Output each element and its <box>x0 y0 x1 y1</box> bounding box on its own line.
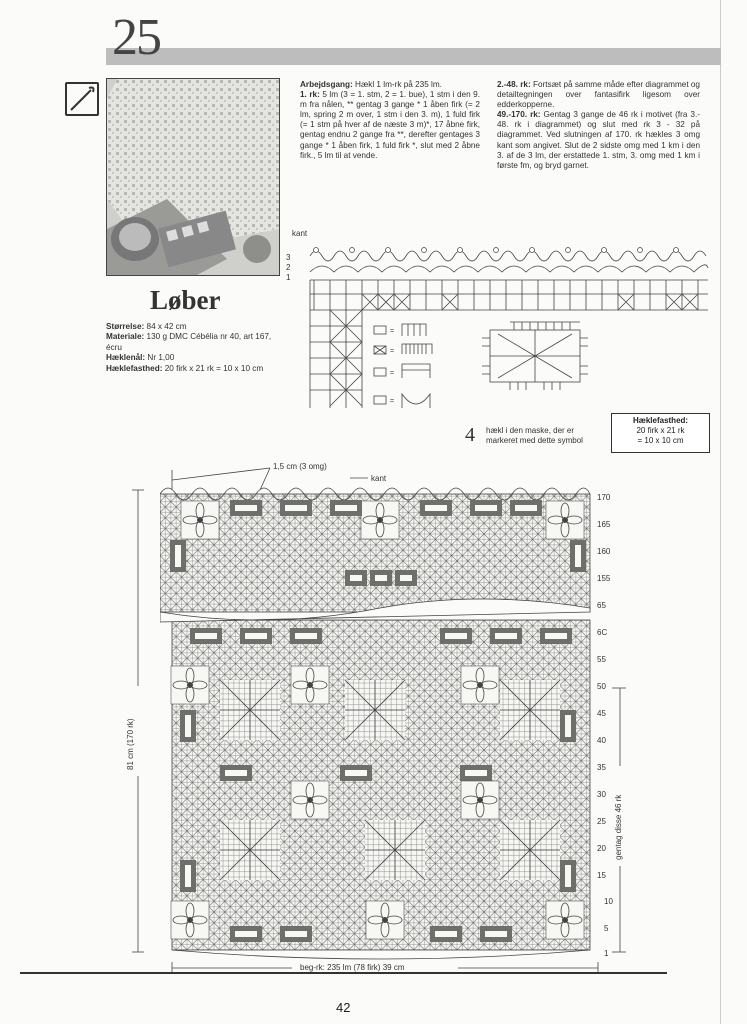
rows49-170-heading: 49.-170. rk: <box>497 110 541 120</box>
svg-text:=: = <box>390 398 395 405</box>
detail-row-1: 1 <box>286 273 291 282</box>
base-label: beg-rk: 235 lm (78 firk) 39 cm <box>300 963 405 972</box>
workflow-intro: Hækl 1 lm-rk på 235 lm. <box>352 80 442 89</box>
specs-block <box>106 322 284 374</box>
main-chart <box>160 480 600 970</box>
lace-photo <box>106 78 280 276</box>
row-label: 1 <box>604 949 609 958</box>
chart-kant-label: kant <box>371 474 387 483</box>
row1-heading: 1. rk: <box>300 90 320 100</box>
rows2-48-text: Fortsæt på samme måde efter diagrammet og detailtegningen over fantasifirk ligesom over edderkopperne. <box>497 80 700 110</box>
row-label: 40 <box>597 736 606 745</box>
row-label: 45 <box>597 709 606 718</box>
row-label: 160 <box>597 547 611 556</box>
row-label: 30 <box>597 790 606 799</box>
bottom-rule <box>20 972 667 974</box>
size-label: Størrelse: <box>106 322 145 331</box>
row-label: 165 <box>597 520 611 529</box>
detail-row-2: 2 <box>286 263 291 272</box>
row-label: 55 <box>597 655 606 664</box>
page-edge <box>720 0 721 1024</box>
height-label: 81 cm (170 rk) <box>126 718 135 770</box>
detail-diagram <box>290 238 710 416</box>
pattern-number: 25 <box>112 9 160 66</box>
rows49-170-text: Gentag 3 gange de 46 rk i motivet (fra 3.- 48. rk i diagrammet) og slut med rk 3 - 32 på diagrammet. Ved slutningen af 170. rk hækles 3 omg kant som angivet. Slut de 2 sidste omg med 1 km i den 3. af de 3 lm, der erstattede 1. stm, 3. omg med 1 km i første fm, og bryd garnet. <box>497 110 700 170</box>
page-number: 42 <box>336 1000 351 1015</box>
row-label: 5 <box>604 924 609 933</box>
row-label: 25 <box>597 817 606 826</box>
size-value: 84 x 42 cm <box>144 322 187 331</box>
stitch-symbol-icon: 4 <box>465 424 475 446</box>
svg-text:=: = <box>390 348 395 355</box>
svg-text:=: = <box>390 328 395 335</box>
row-label: 10 <box>604 897 613 906</box>
gauge-box-title: Hæklefasthed: <box>632 416 689 425</box>
material-label: Materiale: <box>106 332 145 342</box>
hook-label: Hæklenål: <box>106 353 146 363</box>
row-label: 155 <box>597 574 611 583</box>
material-value: 130 g DMC Cébélia nr 40, art 167, écru <box>106 332 272 352</box>
instructions-col2 <box>497 80 700 171</box>
row1-text: 5 lm (3 = 1. stm, 2 = 1. bue), 1 stm i den 9. m fra nålen, ** gentag 3 gange * 1 åben firk (= 2 lm, spring 2 m over, 1 stm i den 3. m), 1 fuld firk (= 1 stm på hver af de næste 3 m)*, 17 åbne firk, gentag endnu 2 gange fra **, derefter gentages 3 gange * 1 åben firk, 1 fuld firk *, slut med 2 åbne firk., 5 lm til at vende. <box>300 90 480 160</box>
gauge-box-line1: 20 firk x 21 rk <box>636 426 685 435</box>
row-label: 6C <box>597 628 608 637</box>
row-label: 15 <box>597 871 606 880</box>
symbol-note: hækl i den maske, der er markeret med dette symbol <box>486 426 583 445</box>
gauge-value: 20 firk x 21 rk = 10 x 10 cm <box>162 363 264 373</box>
repeat-label: gentag disse 46 rk <box>614 794 623 860</box>
row-label: 50 <box>597 682 606 691</box>
gauge-box-line2: = 10 x 10 cm <box>637 436 684 445</box>
hook-value: Nr 1,00 <box>145 353 175 363</box>
instructions-col1 <box>300 80 480 161</box>
row-label: 20 <box>597 844 606 853</box>
rows2-48-heading: 2.-48. rk: <box>497 80 531 89</box>
page-title: Løber <box>150 285 221 315</box>
gauge-label: Hæklefasthed: <box>106 363 163 373</box>
svg-text:=: = <box>390 370 395 377</box>
row-label: 35 <box>597 763 606 772</box>
gauge-box <box>611 413 710 453</box>
header-bar <box>106 48 721 65</box>
detail-row-3: 3 <box>286 253 291 262</box>
row-label: 170 <box>597 493 611 502</box>
row-label: 65 <box>597 601 606 610</box>
crochet-hook-icon <box>65 82 99 116</box>
workflow-heading: Arbejdsgang: <box>300 80 353 89</box>
edge-note: 1,5 cm (3 omg) <box>273 462 327 471</box>
detail-kant-label: kant <box>292 229 308 238</box>
